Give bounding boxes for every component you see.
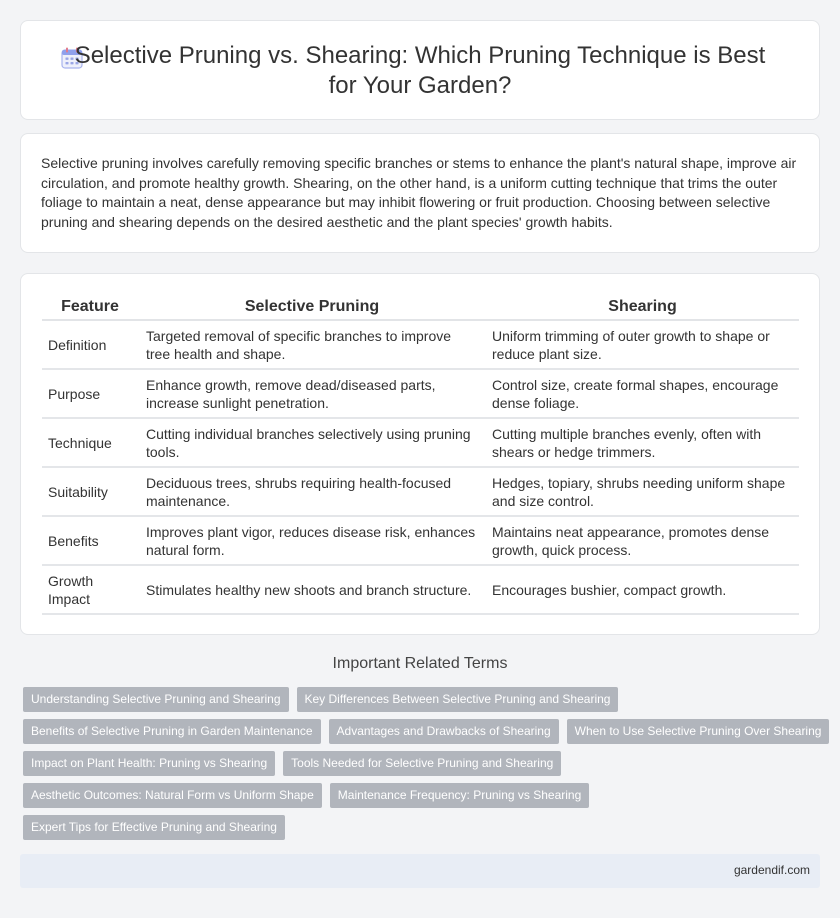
column-header-shearing: Shearing <box>485 294 799 320</box>
table-cell-shearing: Uniform trimming of outer growth to shape or reduce plant size. <box>485 320 799 369</box>
related-term-link[interactable]: Key Differences Between Selective Pruning and Shearing <box>297 687 619 712</box>
related-term-link[interactable]: When to Use Selective Pruning Over Shearing <box>567 719 830 744</box>
table-row <box>42 516 799 565</box>
table-cell-selective-pruning: Enhance growth, remove dead/diseased parts, increase sunlight penetration. <box>139 369 485 418</box>
related-terms-heading: Important Related Terms <box>332 655 508 672</box>
table-row <box>42 320 799 369</box>
footer <box>20 854 820 888</box>
column-header-selective-pruning: Selective Pruning <box>139 294 485 320</box>
related-terms-row <box>23 751 569 776</box>
footer-site-name: gardendif.com <box>733 863 810 877</box>
related-term-link[interactable]: Aesthetic Outcomes: Natural Form vs Uniform Shape <box>23 783 322 808</box>
related-term-link[interactable]: Benefits of Selective Pruning in Garden Maintenance <box>23 719 321 744</box>
related-term-link[interactable]: Advantages and Drawbacks of Shearing <box>329 719 559 744</box>
comparison-table-card <box>20 273 820 635</box>
column-header-feature: Feature <box>42 294 139 320</box>
table-cell-shearing: Maintains neat appearance, promotes dense growth, quick process. <box>485 516 799 565</box>
table-cell-feature: Suitability <box>42 467 139 516</box>
table-cell-selective-pruning: Targeted removal of specific branches to improve tree health and shape. <box>139 320 485 369</box>
table-cell-selective-pruning: Deciduous trees, shrubs requiring health-focused maintenance. <box>139 467 485 516</box>
related-terms-row <box>23 687 626 712</box>
table-cell-feature: Technique <box>42 418 139 467</box>
related-terms-row <box>23 815 293 840</box>
related-term-link[interactable]: Impact on Plant Health: Pruning vs Shearing <box>23 751 275 776</box>
related-term-link[interactable]: Tools Needed for Selective Pruning and Shearing <box>283 751 561 776</box>
related-terms-row <box>23 719 837 744</box>
table-row <box>42 369 799 418</box>
comparison-table <box>42 294 799 615</box>
intro-text: Selective pruning involves carefully removing specific branches or stems to enhance the plant's natural shape, improve air circulation, and promote healthy growth. Shearing, on the other hand, is a uniform cutting technique that trims the outer foliage to maintain a neat, dense appearance but may inhibit flowering or fruit production. Choosing between selective pruning and shearing depends on the desired aesthetic and the plant species' growth habits. <box>41 155 797 230</box>
intro-card <box>20 133 820 253</box>
table-cell-shearing: Hedges, topiary, shrubs needing uniform shape and size control. <box>485 467 799 516</box>
header-card <box>20 20 820 120</box>
table-header-row <box>42 294 799 320</box>
table-row <box>42 467 799 516</box>
table-cell-feature: Definition <box>42 320 139 369</box>
related-term-link[interactable]: Expert Tips for Effective Pruning and Shearing <box>23 815 285 840</box>
table-cell-shearing: Encourages bushier, compact growth. <box>485 565 799 614</box>
table-row <box>42 565 799 614</box>
table-cell-selective-pruning: Improves plant vigor, reduces disease risk, enhances natural form. <box>139 516 485 565</box>
table-cell-shearing: Control size, create formal shapes, encourage dense foliage. <box>485 369 799 418</box>
table-cell-feature: Purpose <box>42 369 139 418</box>
table-cell-selective-pruning: Cutting individual branches selectively using pruning tools. <box>139 418 485 467</box>
related-term-link[interactable]: Understanding Selective Pruning and Shearing <box>23 687 289 712</box>
page-title: Selective Pruning vs. Shearing: Which Pruning Technique is Best for Your Garden? <box>74 42 766 99</box>
table-row <box>42 418 799 467</box>
related-terms-row <box>23 783 597 808</box>
related-term-link[interactable]: Maintenance Frequency: Pruning vs Shearing <box>330 783 589 808</box>
table-cell-shearing: Cutting multiple branches evenly, often with shears or hedge trimmers. <box>485 418 799 467</box>
table-cell-feature: Growth Impact <box>42 565 139 614</box>
table-cell-selective-pruning: Stimulates healthy new shoots and branch structure. <box>139 565 485 614</box>
table-cell-feature: Benefits <box>42 516 139 565</box>
